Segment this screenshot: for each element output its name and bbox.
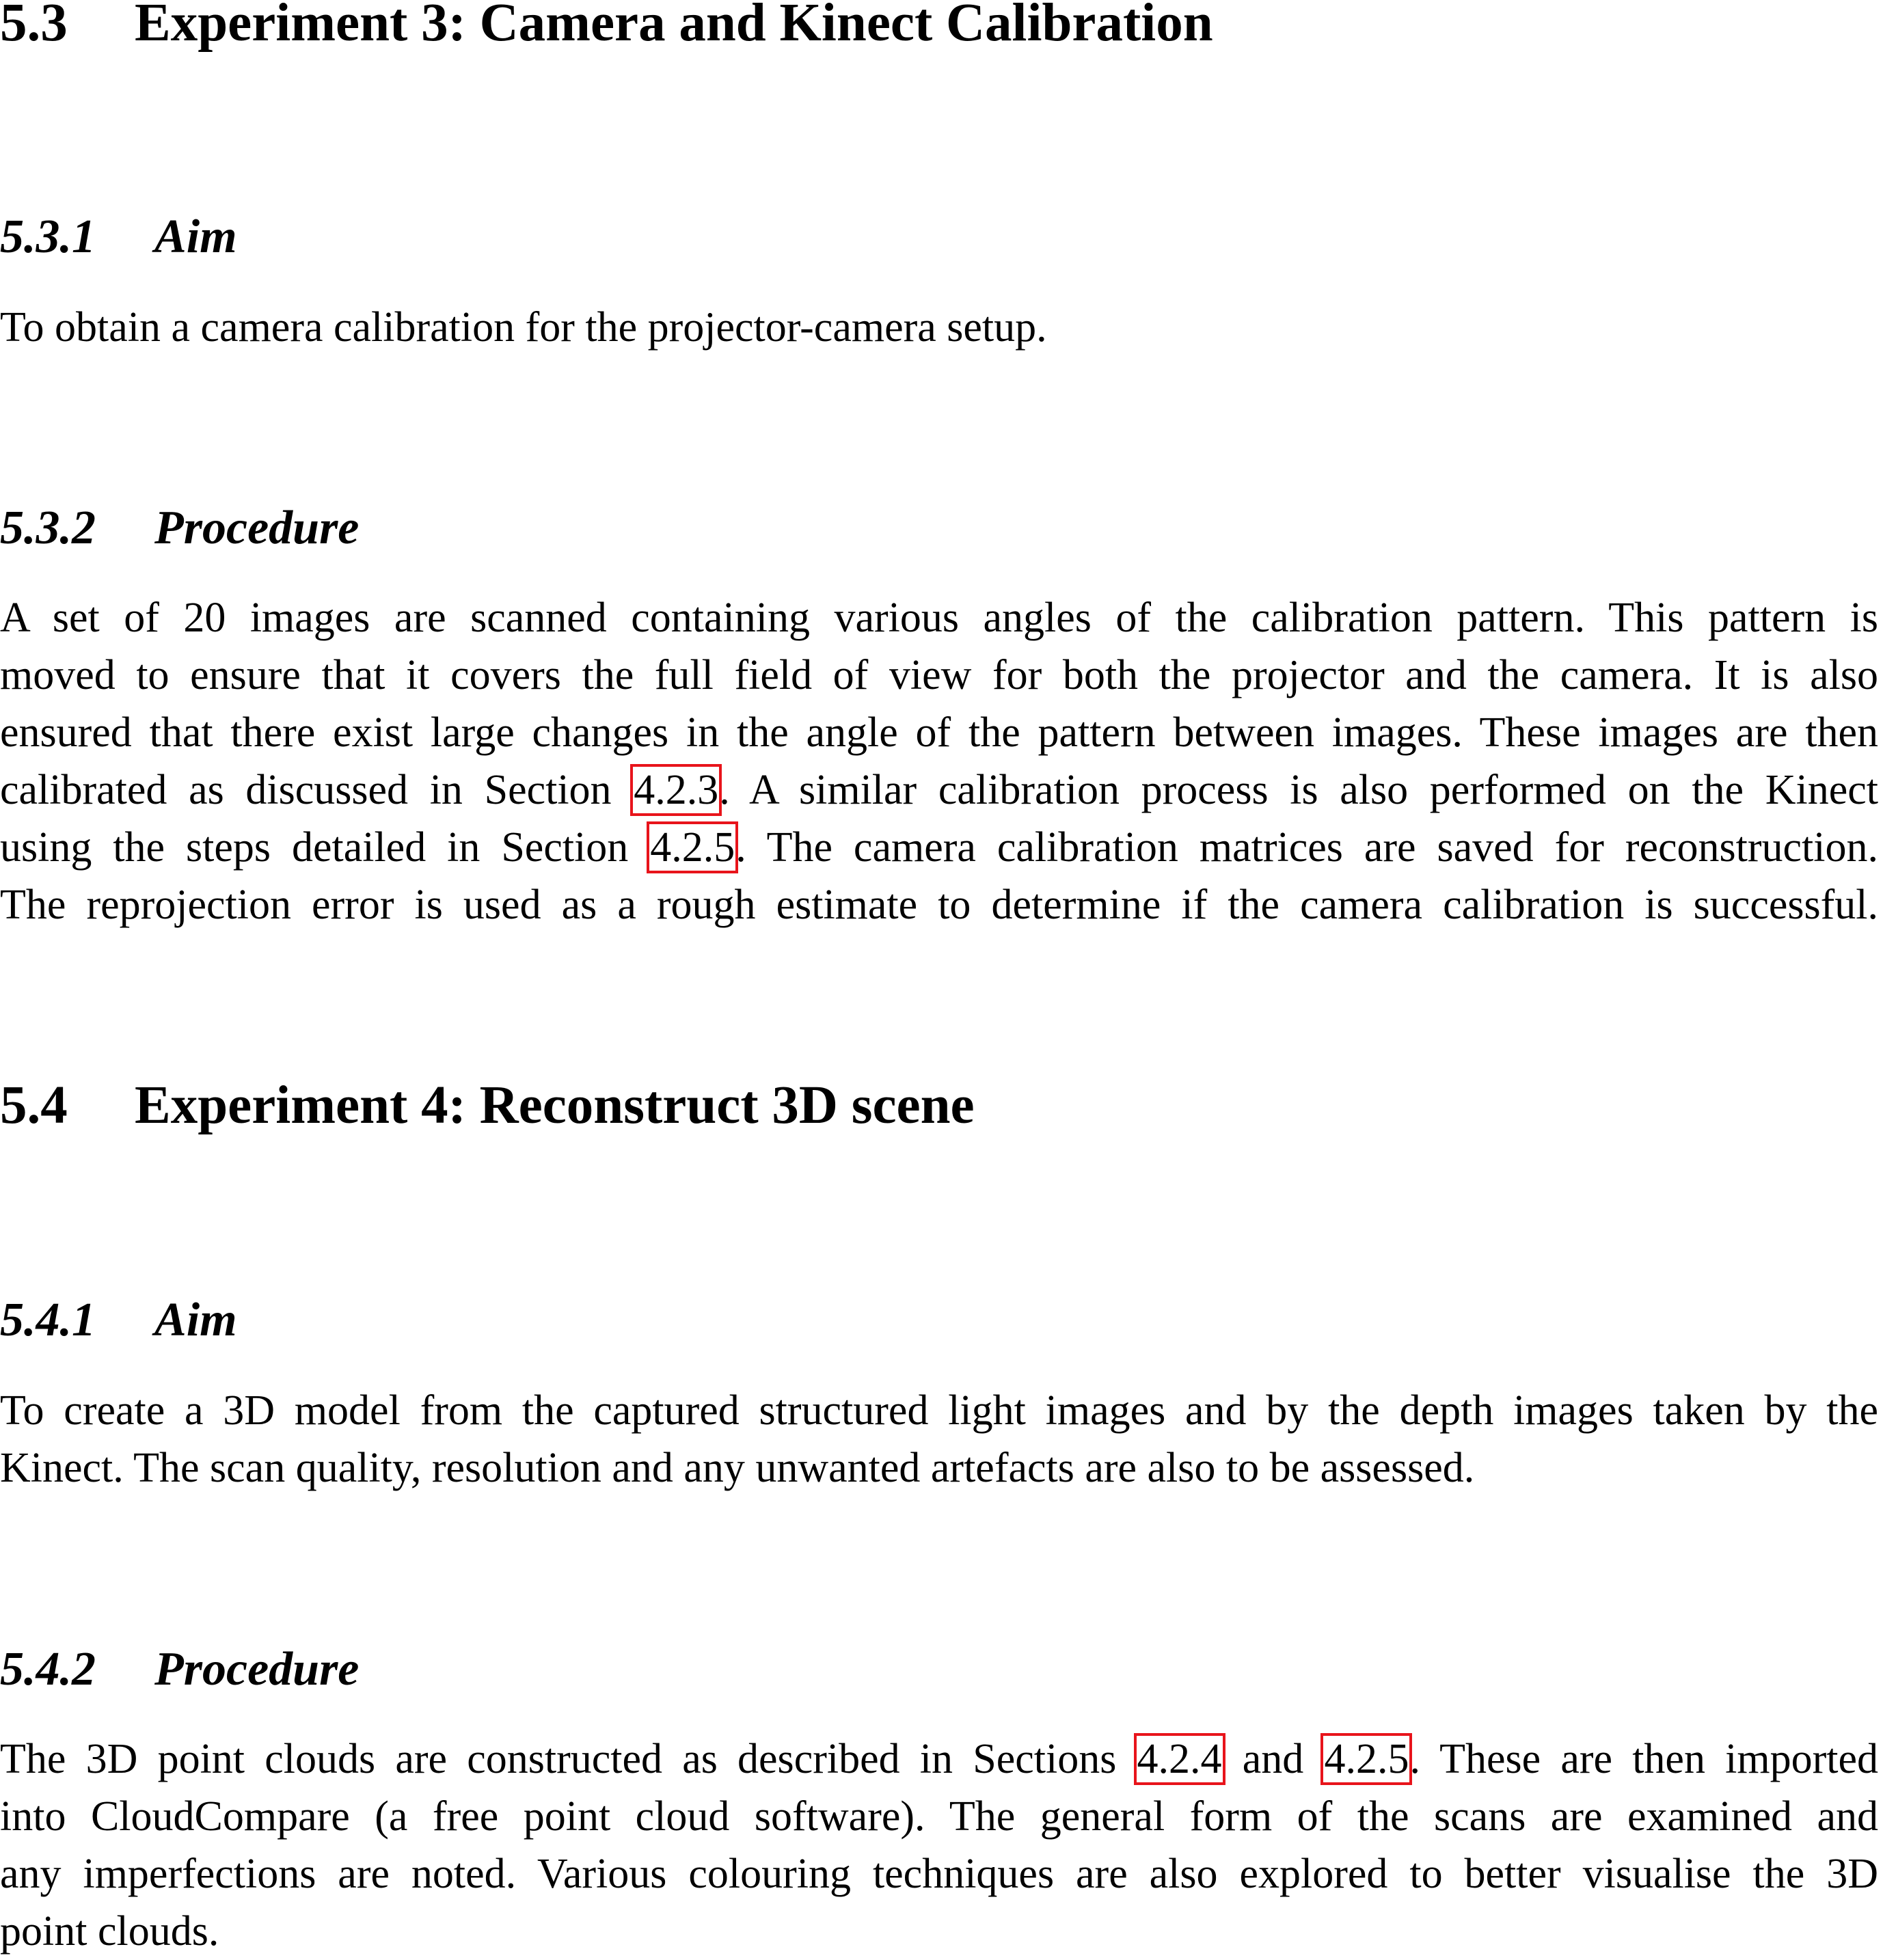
text-fragment: using the steps detailed in Section xyxy=(0,824,650,871)
text-line: any imperfections are noted. Various colouring techniques are also explored to better visualise the 3D xyxy=(0,1851,1878,1897)
text-fragment: . The camera calibration matrices are saved for reconstruction. xyxy=(735,824,1878,871)
text-line: Kinect. The scan quality, resolution and any unwanted artefacts are also to be assessed. xyxy=(0,1445,1475,1491)
section-reference-link[interactable]: 4.2.5 xyxy=(1324,1736,1409,1782)
aim-paragraph-5-4 xyxy=(0,1382,1878,1497)
subsection-number: 5.3.2 xyxy=(0,502,96,554)
section-number: 5.3 xyxy=(0,0,68,53)
subsection-heading-5-4-2 xyxy=(0,1643,360,1696)
subsection-number: 5.3.1 xyxy=(0,210,96,263)
text-line: moved to ensure that it covers the full field of view for both the projector and the camera. It is also xyxy=(0,652,1878,698)
subsection-title: Aim xyxy=(154,1294,237,1346)
section-heading-5-4 xyxy=(0,1076,975,1135)
subsection-number: 5.4.1 xyxy=(0,1294,96,1346)
text-line: The reprojection error is used as a rough estimate to determine if the camera calibration is successful. xyxy=(0,882,1878,928)
text-fragment: and xyxy=(1222,1736,1324,1782)
aim-paragraph-5-3 xyxy=(0,299,1878,356)
subsection-heading-5-3-2 xyxy=(0,504,359,552)
section-reference-link[interactable]: 4.2.4 xyxy=(1137,1736,1222,1782)
subsection-title: Procedure xyxy=(154,502,360,554)
text-line: A set of 20 images are scanned containing various angles of the calibration pattern. This pattern is xyxy=(0,595,1878,641)
text-line xyxy=(0,761,1878,819)
subsection-title: Aim xyxy=(154,210,237,263)
text-line: point clouds. xyxy=(0,1908,219,1955)
subsection-number: 5.4.2 xyxy=(0,1643,96,1696)
subsection-heading-5-3-1 xyxy=(0,210,237,263)
subsection-title: Procedure xyxy=(154,1643,360,1696)
section-title: Experiment 4: Reconstruct 3D scene xyxy=(135,1076,975,1135)
section-heading-5-3 xyxy=(0,0,1213,53)
section-number: 5.4 xyxy=(0,1076,68,1135)
section-reference-link[interactable]: 4.2.5 xyxy=(650,824,735,871)
section-reference-link[interactable]: 4.2.3 xyxy=(634,767,719,813)
text-fragment: The 3D point clouds are constructed as described in Sections xyxy=(0,1736,1137,1782)
text-line: To obtain a camera calibration for the projector-camera setup. xyxy=(0,304,1047,351)
text-fragment: . A similar calibration process is also performed on the Kinect xyxy=(719,767,1879,813)
text-line xyxy=(0,819,1878,876)
subsection-heading-5-4-1 xyxy=(0,1296,237,1344)
text-line: ensured that there exist large changes in the angle of the pattern between images. These images are then xyxy=(0,709,1878,756)
text-line xyxy=(0,1730,1878,1788)
section-title: Experiment 3: Camera and Kinect Calibration xyxy=(135,0,1213,53)
text-fragment: calibrated as discussed in Section xyxy=(0,767,634,813)
text-fragment: . These are then imported xyxy=(1409,1736,1878,1782)
procedure-paragraph-5-4 xyxy=(0,1730,1878,1960)
procedure-paragraph-5-3 xyxy=(0,589,1878,934)
text-line: To create a 3D model from the captured structured light images and by the depth images taken by the xyxy=(0,1387,1878,1434)
text-line: into CloudCompare (a free point cloud software). The general form of the scans are examined and xyxy=(0,1793,1878,1840)
